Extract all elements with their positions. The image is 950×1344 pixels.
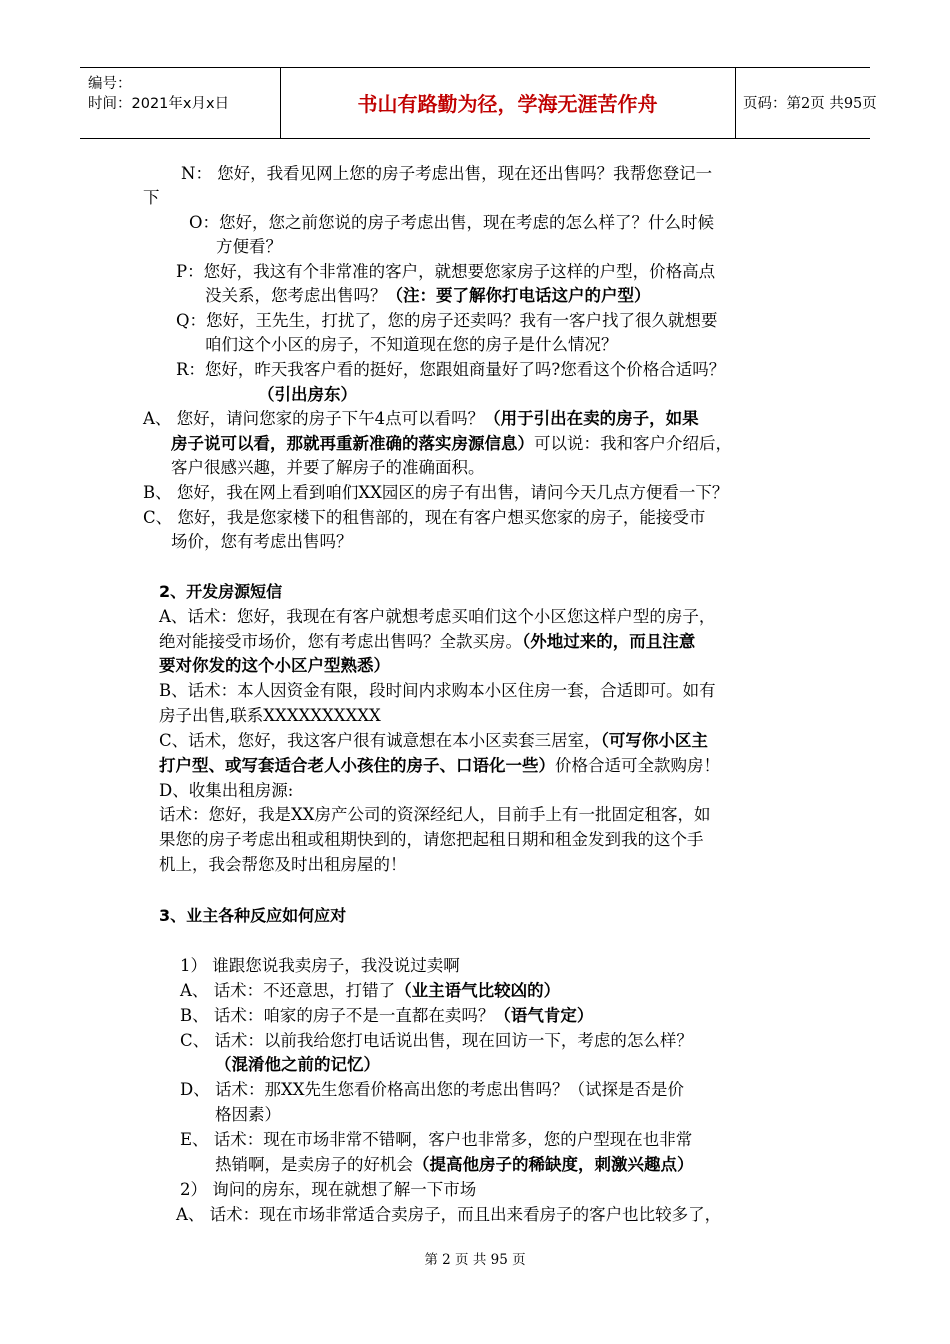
bold-note: （提高他房子的稀缺度，刺激兴趣点）: [413, 1155, 694, 1174]
header-motto-cell: [280, 68, 736, 138]
bold-note: （可写你小区主: [600, 731, 708, 750]
text-line: 咱们这个小区的房子，不知道现在您的房子是什么情况？: [205, 335, 618, 354]
text-line: 房子出售,联系XXXXXXXXXX: [159, 706, 381, 725]
text-run: 价格合适可全款购房！: [555, 756, 720, 775]
text-line: 机上，我会帮您及时出租房屋的！: [159, 855, 407, 874]
number-label: 编号：: [88, 76, 132, 92]
text-line: [159, 730, 708, 752]
text-line: [159, 631, 695, 653]
text-line: 场价，您有考虑出售吗？: [171, 532, 353, 551]
text-line: B、 您好，我在网上看到咱们XX园区的房子有出售，请问今天几点方便看一下？: [143, 483, 729, 502]
bold-note: （混淆他之前的记忆）: [215, 1055, 380, 1074]
page-footer: 第 2 页 共 95 页: [424, 1252, 526, 1268]
text-line: [180, 1005, 593, 1027]
bold-note: （引出房东）: [258, 385, 357, 404]
text-line: [159, 755, 720, 777]
text-line: D、收集出租房源:: [159, 781, 294, 800]
text-line: C、 您好，我是您家楼下的租售部的，现在有客户想买您家的房子，能接受市: [143, 508, 706, 527]
text-line: [171, 433, 732, 455]
text-line: 2） 询问的房东，现在就想了解一下市场: [180, 1180, 477, 1199]
text-run: A、 您好，请问您家的房子下午4点可以看吗？: [143, 409, 485, 428]
text-line: D、 话术：那XX先生您看价格高出您的考虑出售吗？（试探是否是价: [180, 1080, 684, 1099]
text-line: [215, 1154, 694, 1176]
bold-note: （用于引出在卖的房子，如果: [484, 409, 699, 428]
text-line: C、 话术：以前我给您打电话说出售，现在回访一下，考虑的怎么样？: [180, 1031, 693, 1050]
text-line: [143, 408, 699, 430]
text-line: O：您好，您之前您说的房子考虑出售，现在考虑的怎么样了？什么时候: [189, 213, 715, 232]
text-line: [205, 285, 651, 307]
bold-note: （外地过来的，而且注意: [522, 632, 696, 651]
text-line: N： 您好，我看见网上您的房子考虑出售，现在还出售吗？我帮您登记一: [181, 164, 713, 183]
header-meta-cell: [80, 68, 281, 138]
text-line: A、话术：您好，我现在有客户就想考虑买咱们这个小区您这样户型的房子，: [159, 607, 716, 626]
text-run: A、 话术：不还意思，打错了: [180, 981, 396, 1000]
text-line: R：您好，昨天我客户看的挺好，您跟姐商量好了吗?您看这个价格合适吗？: [176, 360, 726, 379]
text-line: P：您好，我这有个非常准的客户，就想要您家房子这样的户型，价格高点: [176, 262, 716, 281]
text-line: [180, 980, 560, 1002]
bold-note: （业主语气比较凶的）: [395, 981, 561, 1000]
bold-note: 要对你发的这个小区户型熟悉）: [159, 656, 390, 675]
page-header: [80, 67, 877, 139]
text-run: C、话术，您好，我这客户很有诚意想在本小区卖套三居室，: [159, 731, 601, 750]
text-line: 客户很感兴趣，并要了解房子的准确面积。: [171, 458, 485, 477]
text-line: 下: [143, 188, 160, 207]
text-line: 话术：您好，我是XX房产公司的资深经纪人，目前手上有一批固定租客，如: [159, 805, 711, 824]
bold-note: 打户型、或写套适合老人小孩住的房子、口语化一些）: [159, 756, 555, 775]
text-line: B、话术：本人因资金有限，段时间内求购本小区住房一套，合适即可。如有: [159, 681, 716, 700]
text-line: Q：您好，王先生，打扰了，您的房子还卖吗？我有一客户找了很久就想要: [176, 311, 718, 330]
section-heading: 3、业主各种反应如何应对: [159, 906, 347, 925]
text-line: A、 话术：现在市场非常适合卖房子，而且出来看房子的客户也比较多了，: [176, 1205, 722, 1224]
bold-note: 房子说可以看，那就再重新准确的落实房源信息）: [171, 434, 534, 453]
section-heading: 2、开发房源短信: [159, 582, 283, 601]
text-line: 果您的房子考虑出租或租期快到的，请您把起租日期和租金发到我的这个手: [159, 830, 704, 849]
page-info: 页码：第2页 共95页: [743, 96, 877, 112]
time-label: 时间：2021年x月x日: [88, 96, 230, 112]
bold-note: （语气肯定）: [494, 1006, 594, 1025]
bold-note: （注：要了解你打电话这户的户型）: [386, 286, 651, 305]
motto: 书山有路勤为径，学海无涯苦作舟: [357, 92, 658, 116]
text-line: 格因素）: [215, 1105, 281, 1124]
text-run: B、 话术：咱家的房子不是一直都在卖吗？: [180, 1006, 495, 1025]
header-page-cell: [735, 68, 877, 138]
text-run: 没关系，您考虑出售吗？: [205, 286, 387, 305]
text-line: E、 话术：现在市场非常不错啊，客户也非常多，您的户型现在也非常: [180, 1130, 693, 1149]
text-run: 绝对能接受市场价，您有考虑出售吗？全款买房。: [159, 632, 522, 651]
text-run: 可以说：我和客户介绍后，: [534, 434, 732, 453]
text-run: 热销啊，是卖房子的好机会: [215, 1155, 413, 1174]
text-line: 1） 谁跟您说我卖房子，我没说过卖啊: [180, 956, 460, 975]
text-line: 方便看？: [216, 237, 282, 256]
